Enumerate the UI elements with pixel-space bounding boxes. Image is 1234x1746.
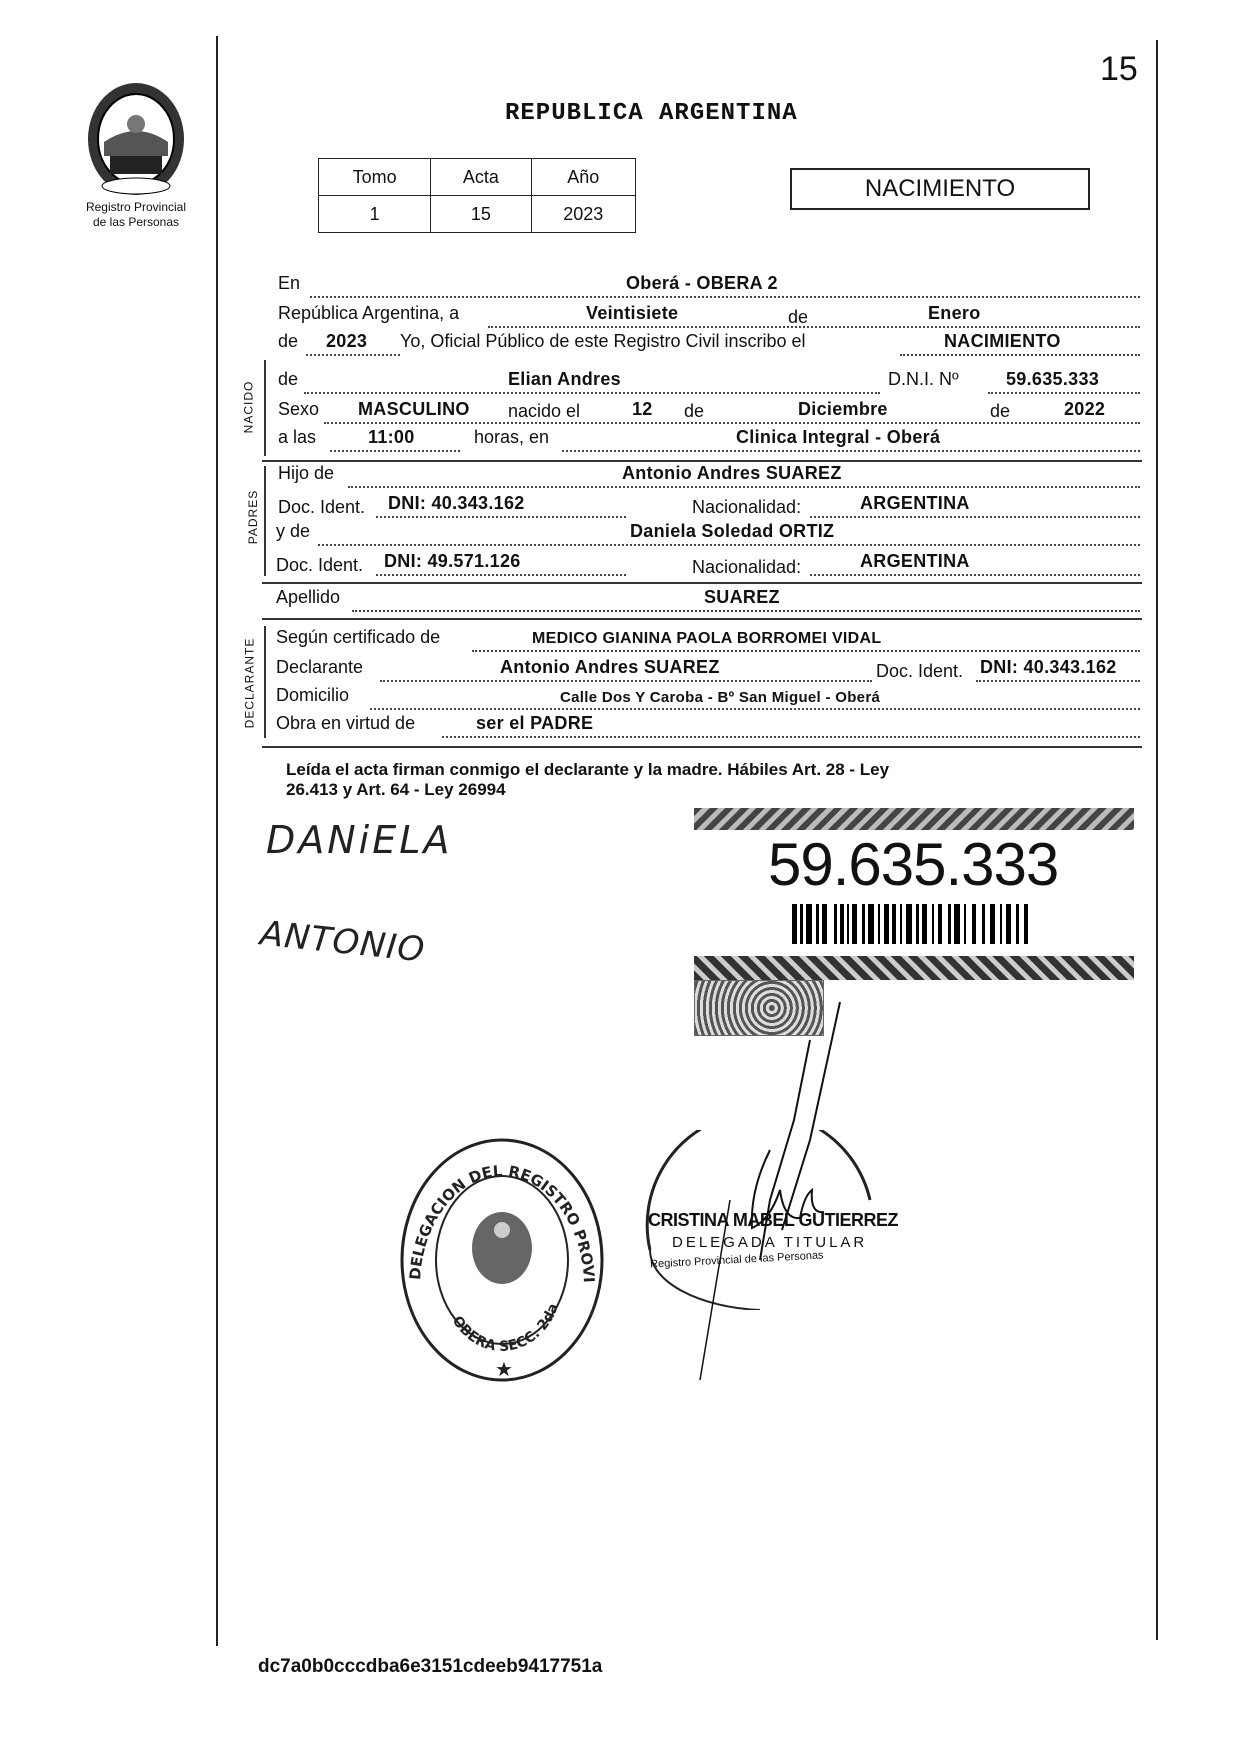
- record-value-acta: 15: [431, 196, 531, 233]
- label-republica: República Argentina, a: [278, 303, 460, 323]
- stamp-delegacion-top: DELEGACION DEL REGISTRO PROVI: [406, 1161, 598, 1284]
- stamp-official-name: CRISTINA MABEL GUTIERREZ: [648, 1210, 899, 1230]
- value-anio: 2023: [326, 331, 368, 351]
- line-nombre: [276, 362, 1142, 394]
- act-type-box: [790, 168, 1090, 210]
- label-certificado: Según certificado de: [276, 627, 441, 647]
- declarante-bar: [264, 626, 266, 738]
- label-horas: horas, en: [474, 427, 550, 447]
- value-en: Oberá - OBERA 2: [626, 273, 778, 293]
- line-apellido: [276, 580, 1142, 612]
- padres-bar: [264, 466, 266, 576]
- label-nacido: nacido el: [508, 401, 581, 421]
- nacido-bar: [264, 360, 266, 456]
- line-en: [276, 266, 1142, 298]
- closing-statement: [286, 760, 1136, 800]
- value-madre: Daniela Soledad ORTIZ: [630, 521, 835, 541]
- side-label-nacido: NACIDO: [241, 380, 256, 434]
- record-header-acta: Acta: [431, 159, 531, 196]
- label-decl-doc: Doc. Ident.: [876, 661, 964, 681]
- value-padre-doc: DNI: 40.343.162: [388, 493, 525, 513]
- label-inscribo: Yo, Oficial Público de este Registro Civil inscribo el: [400, 331, 806, 351]
- stamp-official-role: DELEGADA TITULAR: [672, 1234, 868, 1251]
- label-domicilio: Domicilio: [276, 685, 350, 705]
- svg-text:★: ★: [495, 1359, 513, 1381]
- label-de-anio: de: [278, 331, 299, 351]
- country-title: REPUBLICA ARGENTINA: [505, 100, 798, 127]
- value-hora: 11:00: [368, 427, 415, 447]
- signature-madre: DANiELA: [266, 818, 453, 862]
- label-yde: y de: [276, 521, 311, 541]
- security-band-top: [694, 808, 1134, 830]
- label-en: En: [278, 273, 301, 293]
- label-de-nac-anio: de: [990, 401, 1011, 421]
- stamp-official-org: Registro Provincial de las Personas: [649, 1249, 824, 1271]
- value-certificado: MEDICO GIANINA PAOLA BORROMEI VIDAL: [532, 630, 882, 647]
- barcode-icon: [792, 904, 1052, 944]
- value-acto: NACIMIENTO: [944, 331, 1061, 351]
- line-hora: [276, 420, 1142, 452]
- signature-padre: ANTONIO: [258, 913, 428, 971]
- registry-name-line1: Registro Provincial: [85, 200, 187, 214]
- value-domicilio: Calle Dos Y Caroba - Bº San Miguel - Oberá: [560, 689, 881, 706]
- value-nombre: Elian Andres: [508, 369, 621, 389]
- label-declarante: Declarante: [276, 657, 364, 677]
- record-value-tomo: 1: [319, 196, 431, 233]
- label-apellido: Apellido: [276, 587, 341, 607]
- value-apellido: SUAREZ: [704, 587, 780, 607]
- record-table-header-row: [319, 159, 636, 196]
- label-obra: Obra en virtud de: [276, 713, 416, 733]
- label-hijo: Hijo de: [278, 463, 335, 483]
- stamp-delegacion-bottom: OBERA SECC. 2da: [448, 1301, 562, 1356]
- side-label-padres: PADRES: [246, 489, 261, 545]
- registry-name: [66, 200, 206, 230]
- value-declarante: Antonio Andres SUAREZ: [500, 657, 720, 677]
- value-padre-nac: ARGENTINA: [860, 493, 970, 513]
- label-de-nac-mes: de: [684, 401, 705, 421]
- value-mes: Enero: [928, 303, 981, 323]
- record-header-tomo: Tomo: [319, 159, 431, 196]
- value-decl-doc: DNI: 40.343.162: [980, 657, 1117, 677]
- label-madre-nac: Nacionalidad:: [692, 557, 802, 577]
- closing-line1: Leída el acta firman conmigo el declarante y la madre. Hábiles Art. 28 - Ley: [286, 760, 890, 779]
- value-sexo: MASCULINO: [358, 399, 470, 419]
- registry-logo: [84, 80, 188, 198]
- line-madre-doc: [276, 544, 1142, 576]
- line-certificado: [276, 620, 1142, 652]
- left-margin-line: [216, 36, 218, 1646]
- label-de-nombre: de: [278, 369, 299, 389]
- right-margin-line: [1156, 40, 1158, 1640]
- value-madre-doc: DNI: 49.571.126: [384, 551, 521, 571]
- label-alas: a las: [278, 427, 317, 447]
- value-nac-anio: 2022: [1064, 399, 1106, 419]
- closing-line2: 26.413 y Art. 64 - Ley 26994: [286, 780, 506, 799]
- line-inscribo: [276, 324, 1142, 356]
- delegacion-seal-icon: [398, 1136, 606, 1388]
- value-obra: ser el PADRE: [476, 713, 594, 733]
- act-type: NACIMIENTO: [864, 175, 1016, 202]
- security-band-bottom: [694, 956, 1134, 980]
- line-hijo: [276, 456, 1142, 488]
- value-padre: Antonio Andres SUAREZ: [622, 463, 842, 483]
- record-table: [318, 158, 636, 233]
- page-number: 15: [1100, 50, 1138, 88]
- official-signature-icon: [690, 1000, 930, 1380]
- record-value-anio: 2023: [531, 196, 635, 233]
- value-dni: 59.635.333: [1006, 369, 1100, 389]
- value-dia: Veintisiete: [586, 303, 679, 323]
- registry-name-line2: de las Personas: [92, 215, 180, 229]
- line-madre: [276, 514, 1142, 546]
- record-header-anio: Año: [531, 159, 635, 196]
- line-obra: [276, 706, 1142, 738]
- label-sexo: Sexo: [278, 399, 320, 419]
- id-number: 59.635.333: [768, 831, 1059, 898]
- document-hash: dc7a0b0cccdba6e3151cdeeb9417751a: [258, 1656, 603, 1677]
- security-label: [694, 808, 1134, 986]
- label-dni: D.N.I. Nº: [888, 369, 959, 389]
- stamp-delegacion: [398, 1136, 606, 1388]
- coat-of-arms-icon: [84, 80, 188, 198]
- label-de-mes: de: [788, 307, 809, 327]
- side-label-declarante: DECLARANTE: [242, 637, 257, 729]
- value-nac-dia: 12: [632, 399, 653, 419]
- record-table-value-row: [319, 196, 636, 233]
- value-nac-mes: Diciembre: [798, 399, 888, 419]
- label-madre-doc: Doc. Ident.: [276, 555, 364, 575]
- value-madre-nac: ARGENTINA: [860, 551, 970, 571]
- value-lugar: Clinica Integral - Oberá: [736, 427, 941, 447]
- label-padre-nac: Nacionalidad:: [692, 497, 802, 517]
- label-padre-doc: Doc. Ident.: [278, 497, 366, 517]
